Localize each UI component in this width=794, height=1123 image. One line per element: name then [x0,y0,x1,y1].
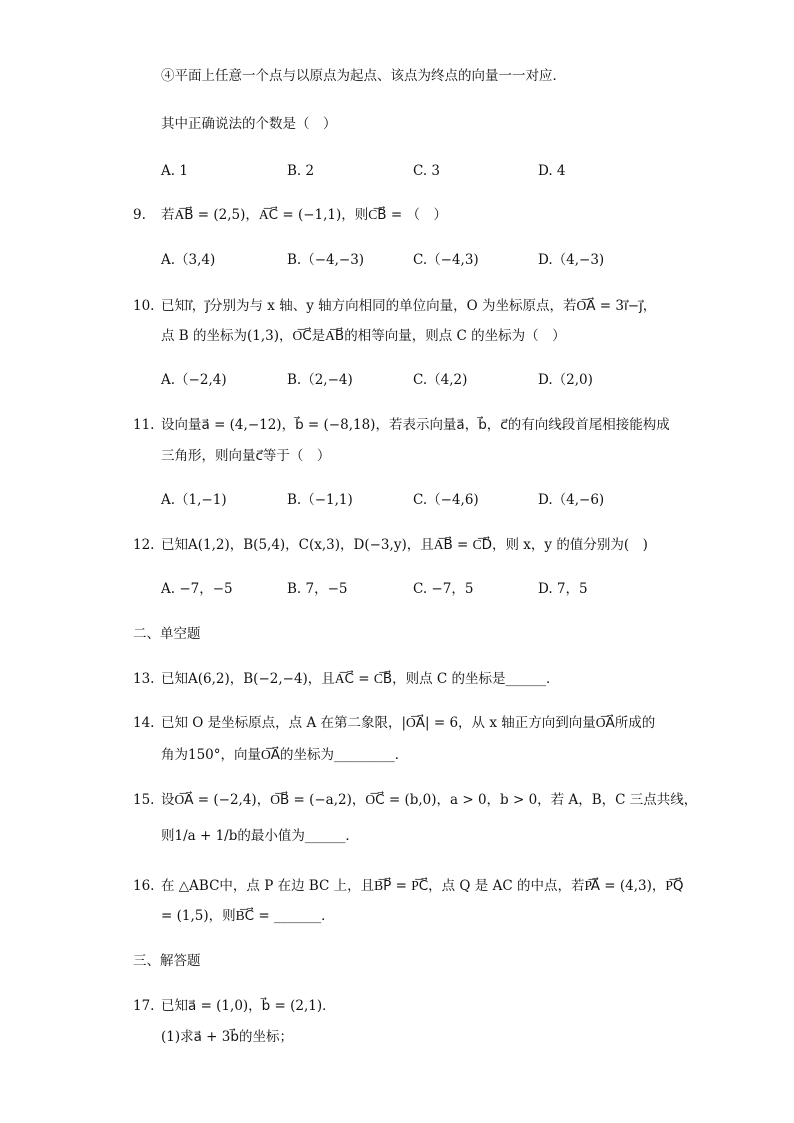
section-heading-answer: 三、解答题 [133,953,201,969]
q9-option-c: C.（−4,3) [413,252,479,268]
q11-option-d: D.（4,−6) [538,492,605,508]
q12-number: 12. [133,537,155,553]
q12-option-a: A. −7，−5 [161,581,233,597]
q8-option-b: B. 2 [287,163,315,179]
q11-option-c: C.（−4,6) [413,492,479,508]
q17-line2: (1)求a⃗ + 3b⃗的坐标； [161,1029,293,1045]
q14-line2: 角为150°，向量O͞A⃗的坐标为_________． [161,747,409,763]
q16-line1: 在 △ABC中，点 P 在边 BC 上，且B͞P⃗ = P͞C⃗，点 Q 是 AC 的中点，若P͞A⃗ = (4,3)，P͞Q⃗ [161,878,684,894]
q10-option-a: A.（−2,4) [161,372,227,388]
q11-option-b: B.（−1,1) [287,492,353,508]
q16-line2: = (1,5)，则B͞C⃗ = _______． [161,908,335,924]
q9-option-a: A.（3,4) [161,252,216,268]
q17-number: 17. [133,998,155,1014]
q13-text: 已知A(6,2)，B(−2,−4)，且A͞C⃗ = C͞B⃗，则点 C 的坐标是______． [161,671,560,687]
q10-option-b: B.（2,−4) [287,372,353,388]
q15-line1: 设O͞A⃗ = (−2,4)，O͞B⃗ = (−a,2)，O͞C⃗ = (b,0)，a > 0，b > 0，若 A，B，C 三点共线， [161,792,698,808]
q12-text: 已知A(1,2)，B(5,4)，C(x,3)，D(−3,y)，且A͞B⃗ = C͞D⃗，则 x，y 的值分别为( ) [161,537,648,553]
q12-option-b: B. 7，−5 [287,581,348,597]
q9-option-d: D.（4,−3) [538,252,605,268]
q15-number: 15. [133,792,155,808]
q12-option-d: D. 7，5 [538,581,588,597]
q8-option-d: D. 4 [538,163,566,179]
q9-number: 9. [133,207,146,223]
q11-line1: 设向量a⃗ = (4,−12)，b⃗ = (−8,18)，若表示向量a⃗，b⃗，c⃗的有向线段首尾相接能构成 [161,417,670,433]
q13-number: 13. [133,671,155,687]
q10-line1: 已知i⃗，j⃗分别为与 x 轴、y 轴方向相同的单位向量，O 为坐标原点，若O͞A⃗ = 3i⃗−j⃗， [161,298,657,314]
q11-number: 11. [133,417,155,433]
q10-line2: 点 B 的坐标为(1,3)，O͞C⃗是A͞B⃗的相等向量，则点 C 的坐标为（ ） [161,328,566,344]
q11-line2: 三角形，则向量c⃗等于（ ） [161,448,331,464]
q9-option-b: B.（−4,−3) [287,252,365,268]
q8-option-c: C. 3 [413,163,441,179]
q12-option-c: C. −7，5 [413,581,474,597]
q14-line1: 已知 O 是坐标原点，点 A 在第二象限，|O͞A⃗| = 6，从 x 轴正方向到向量O͞A⃗所成的 [161,715,656,731]
section-heading-single-blank: 二、单空题 [133,626,201,642]
q17-line1: 已知a⃗ = (1,0)，b⃗ = (2,1)． [161,998,336,1014]
q8-option-a: A. 1 [161,163,188,179]
q9-text: 若A͞B⃗ = (2,5)，A͞C⃗ = (−1,1)，则C͞B⃗ = （ ） [161,207,447,223]
q16-number: 16. [133,878,155,894]
q15-line2: 则1/a + 1/b的最小值为______． [161,828,359,844]
q14-number: 14. [133,715,155,731]
q11-option-a: A.（1,−1) [161,492,227,508]
q10-option-d: D.（2,0) [538,372,593,388]
q10-option-c: C.（4,2) [413,372,468,388]
q10-number: 10. [133,298,155,314]
q8-statement-4: ④平面上任意一个点与以原点为起点、该点为终点的向量一一对应． [161,68,566,84]
q8-stem: 其中正确说法的个数是（ ） [161,116,337,132]
